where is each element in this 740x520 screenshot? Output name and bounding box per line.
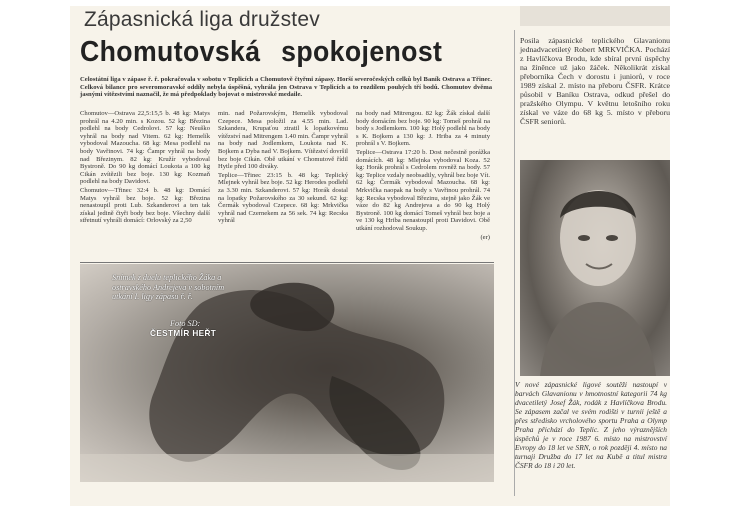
photo-caption: Snímek z duelu teplického Žáka a ostravského Andrejeva v sobotním utkání I. ligy zápasu ř. ř. bbox=[112, 273, 225, 302]
column-2 bbox=[218, 110, 348, 226]
column-1-paragraph-1: Chomutov—Ostrava 22,5:15,5 b. 48 kg: Matys prohrál na 4.20 min. s Kozou. 52 kg: Březina podlehl na body Cedrolovi. 57 kg: Neuško vyhrál na body nad Vitem. 62 kg: Hemelík vybodoval Mazoucha. 68 kg: Mesa podlehl na body Vavřinovi. 74 kg: Čampr vyhrál na body nad Březinym. 82 kg: Kružír vybodoval Bystroně. Do 90 kg domácí Loukota a 100 kg Cikán zvítězili bez boje. 130 kg: Kozmaň podlehl na body Davidovi. bbox=[80, 110, 210, 186]
portrait-photo bbox=[520, 160, 670, 376]
author-signoff: (er) bbox=[480, 233, 490, 241]
photo-credit-name: ČESTMÍR HEŘT bbox=[150, 329, 217, 338]
portrait-face-icon bbox=[520, 160, 670, 376]
lead-paragraph bbox=[80, 76, 492, 100]
column-divider bbox=[514, 30, 515, 496]
column-1 bbox=[80, 110, 210, 226]
photo-top-divider bbox=[80, 262, 494, 263]
column-2-paragraph-1: min. nad Požarovským, Hemelík vybodoval Czepece. Mesa položil za 4.55 min. Lad. Szkandera, Krupaťou ztratil k lopatkovému vítězství nad Mitrengem 1.40 min. Čampr vyhrál na body nad Jodlemkem, Loukota nad K. Bojkem a Dyba nad V. Bojkem. Vítězství dovršil bez boje Cikán. Obě utkání v Chomutově řídil Hytle před 100 diváky. bbox=[218, 110, 348, 171]
sidebar-bottom-text: V nové zápasnické ligové soutěži nastoupí v barvách Glavanionu v hmotnostní kategorii 74 kg dvacetiletý Josef Žák, rodák z Havlíčkova Brodu. Se zápasem začal ve svém rodišti v turnii ještě a přes středisko vrcholového sportu Praha a Olymp Praha přichází do Teplic. Z jeho výraznějších úspěchů je v roce 1987 6. místo na mistrovství Evropy do 18 let ve SRN, o rok později 4. místo na turnaji Družba do 17 let na Kubě a titul mistra ČSFR do 18 i 20 let. bbox=[515, 380, 667, 470]
column-2-paragraph-2: Teplice—Třinec 23:15 b. 48 kg: Teplický Mlejnek vyhrál bez boje. 52 kg: Herodes podlehl za 3.30 min. Szkanderovi. 57 kg: Horák dostal na lopatky Požarovského za 30 sekund. 62 kg: Čermák vybodoval Czepece. 68 kg: Mrkvička vyhrál nad Czernekem za 56 sek. 74 kg: Recska vyhrál bbox=[218, 171, 348, 225]
lead-text: Celostátní liga v zápase ř. ř. pokračovala v sobotu v Teplicích a Chomutově čtyřmi zápasy. Horší severočeských celků byl Baník Ostrava a Třinec. Celková bilance pro severomoravské oddíly nebyla úspěšná, vyhrála jen Ostrava v Teplicích a to rozdílem pouhých tří bodů. Chomutov dvěma jasnými vítězstvími naznačil, že má předpoklady bojovat o mistrovské medaile. bbox=[80, 76, 492, 99]
column-3 bbox=[356, 110, 490, 242]
column-3-paragraph-2: Teplice—Ostrava 17:20 b. Dost nečestně porážka domácích. 48 kg: Mlejnka vybodoval Koza. 52 kg: Horák prohrál s Cedrolem rovněž na body. 57 kg: Teplice vzdaly neobsadily, vyhrál bez boje Vít. 62 kg: Čermák vybodoval Mazoucha. 68 kg: Mrkvička naopak na body s Vavřinou prohrál. 74 kg: Recska vybodoval Březinu, stejně jako Žák ve váze do 82 kg Andrejeva a do 90 kg Holý Bystroně. 100 kg domácí Tomeš vyhrál bez boje a ve 130 kg Hriba nenastoupil proti Davidovi. Obě utkání rozhodoval Soukup. bbox=[356, 148, 490, 232]
headline: Chomutovská spokojenost bbox=[80, 36, 443, 68]
photo-credit-label: Foto SD: bbox=[170, 319, 201, 328]
kicker-title: Zápasnická liga družstev bbox=[84, 8, 320, 31]
sidebar-top-text: Posila zápasnické teplického Glavanionu jednadvacetiletý Robert MRKVIČKA. Pochází z Havlíčkova Brodu, kde sbíral první úspěchy na žíněnce už jako žáček. Několikrát získal přeborníka Čech v dorostu i juniorů, v roce 1989 získal 2. místo na přeboru ČSFR. Krátce působil v Baníku Ostrava, odkud přešel do pražského Olympu. V květnu letošního roku získal ve váze do 68 kg 5. místo v přeboru ČSFR seniorů. bbox=[520, 36, 670, 126]
column-1-paragraph-2: Chomutov—Třinec 32:4 b. 48 kg: Domácí Matys vyhrál bez boje. 52 kg: Březina nenastoupil proti Lub. Szkanderovi a ten tak získal jedině čtyři body bez boje. Všechny další střetnutí vyhráli domácí: Orlovský za 2,50 bbox=[80, 186, 210, 225]
column-3-paragraph-1: na body nad Mitrengou. 82 kg: Žák získal další body domácím bez boje. 90 kg: Tomeš prohrál na body s Jodlemkem. 100 kg: Holý podlehl na body s K. Bojkem a 130 kg: J. Hriba za 4 minuty prohrál s V. Bojkem. bbox=[356, 110, 490, 148]
top-right-strip bbox=[520, 6, 670, 26]
